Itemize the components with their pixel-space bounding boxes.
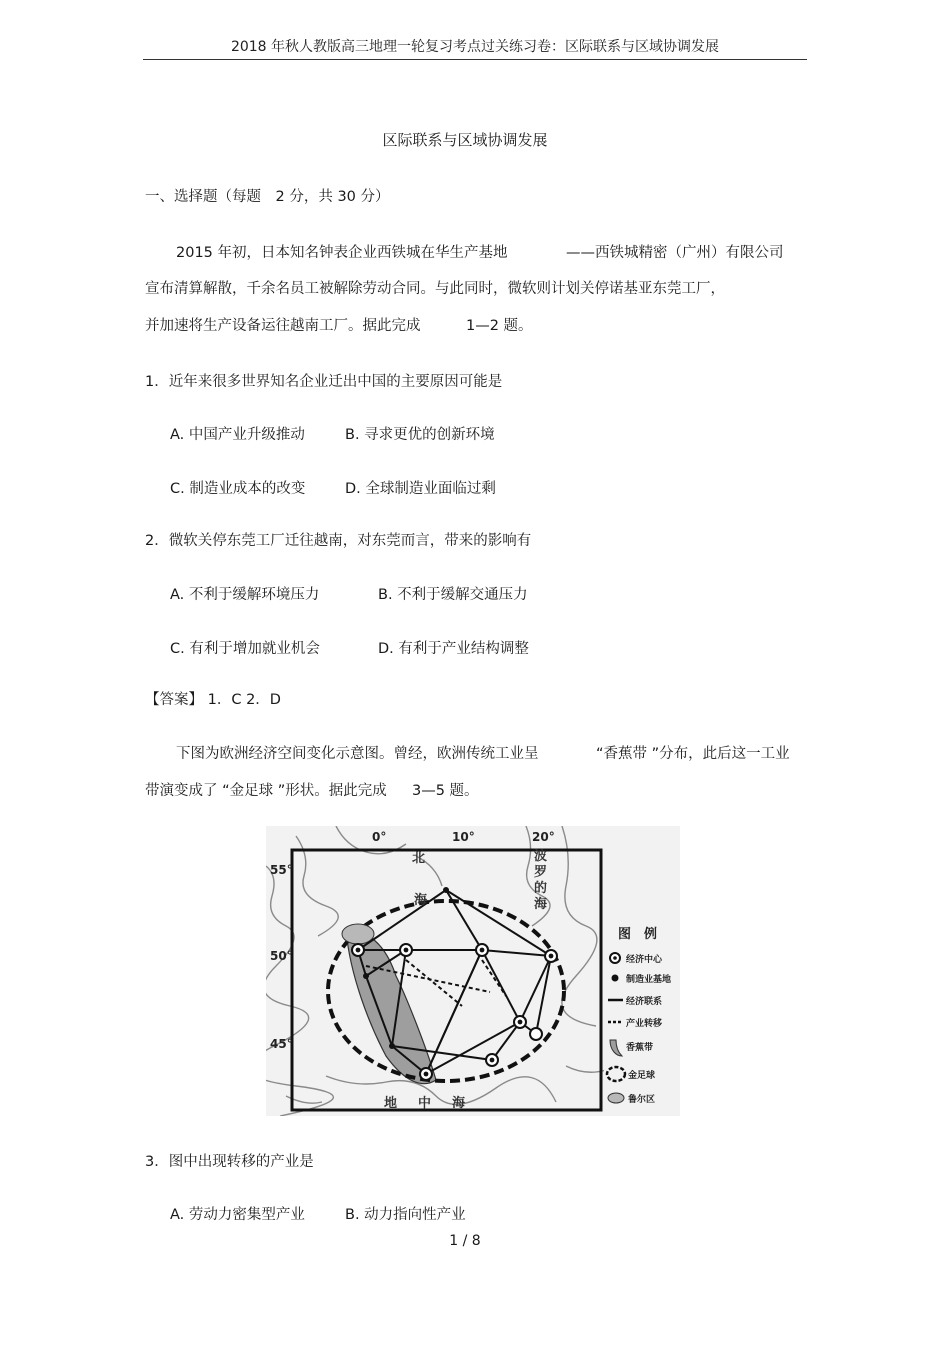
legend-ruhr-icon [608, 1093, 624, 1103]
sea-label-med-2: 中 [418, 1096, 432, 1111]
legend-item-center: 经济中心 [626, 955, 663, 965]
lat-label-55: 55° [270, 863, 293, 877]
legend-base-icon [612, 975, 619, 982]
legend-item-transfer: 产业转移 [626, 1019, 663, 1029]
ruhr-area-shape [342, 924, 374, 944]
question2-option-d: D. 有利于产业结构调整 [378, 641, 529, 657]
lon-label-20: 20° [532, 830, 555, 844]
question3-stem: 3．图中出现转移的产业是 [145, 1154, 314, 1170]
sea-label-north-1: 北 [412, 851, 426, 866]
section-heading: 一、选择题（每题 2 分，共 30 分） [145, 189, 390, 205]
legend-item-ruhr: 鲁尔区 [628, 1095, 656, 1105]
question1-option-d: D. 全球制造业面临过剩 [345, 481, 496, 497]
legend-item-banana: 香蕉带 [626, 1043, 654, 1053]
sea-label-north-2: 海 [414, 893, 428, 908]
lon-label-0: 0° [372, 830, 387, 844]
question1-stem: 1．近年来很多世界知名企业迁出中国的主要原因可能是 [145, 374, 503, 390]
passage1-line2: 宣布清算解散，千余名员工被解除劳动合同。与此同时，微软则计划关停诺基亚东莞工厂， [145, 281, 725, 297]
question1-option-c: C. 制造业成本的改变 [170, 481, 306, 497]
header-rule [143, 59, 807, 60]
question2-option-a: A. 不利于缓解环境压力 [170, 587, 320, 603]
sea-label-baltic-1: 波 [534, 849, 548, 864]
legend-item-base: 制造业基地 [626, 975, 672, 985]
lat-label-50: 50° [270, 949, 293, 963]
passage2-line1a: 下图为欧洲经济空间变化示意图。曾经，欧洲传统工业呈 [176, 746, 539, 762]
passage2-line2b: 3—5 题。 [412, 783, 479, 799]
sea-label-baltic-4: 海 [534, 897, 548, 912]
legend-item-football: 金足球 [628, 1071, 656, 1081]
legend-box [604, 916, 678, 1116]
page-header: 2018 年秋人教版高三地理一轮复习考点过关练习卷：区际联系与区域协调发展 [230, 39, 720, 55]
passage1-line3a: 并加速将生产设备运往越南工厂。据此完成 [145, 318, 421, 334]
question2-option-b: B. 不利于缓解交通压力 [378, 587, 528, 603]
europe-economic-map [266, 826, 680, 1116]
sea-label-baltic-2: 罗 [534, 865, 548, 880]
question2-stem: 2．微软关停东莞工厂迁往越南，对东莞而言，带来的影响有 [145, 533, 532, 549]
question1-option-a: A. 中国产业升级推动 [170, 427, 305, 443]
passage1-line3b: 1—2 题。 [466, 318, 533, 334]
sea-label-med-1: 地 [384, 1096, 398, 1111]
question3-option-a: A. 劳动力密集型产业 [170, 1207, 305, 1223]
legend-title: 图 例 [618, 927, 658, 942]
question3-option-b: B. 动力指向性产业 [345, 1207, 466, 1223]
passage1-line1a: 2015 年初，日本知名钟表企业西铁城在华生产基地 [176, 245, 508, 261]
legend-item-link: 经济联系 [626, 997, 663, 1007]
passage2-line2a: 带演变成了 “金足球 ”形状。据此完成 [145, 783, 387, 799]
answer-line: 【答案】 1．C 2．D [145, 692, 281, 708]
sea-label-med-3: 海 [452, 1096, 466, 1111]
passage2-line1b: “香蕉带 ”分布，此后这一工业 [596, 746, 790, 762]
document-title: 区际联系与区域协调发展 [382, 131, 548, 149]
passage1-line1b: ——西铁城精密（广州）有限公司 [566, 245, 784, 261]
lon-label-10: 10° [452, 830, 475, 844]
sea-label-baltic-3: 的 [534, 881, 548, 896]
question1-option-b: B. 寻求更优的创新环境 [345, 427, 495, 443]
lat-label-45: 45° [270, 1037, 293, 1051]
page-number: 1 / 8 [449, 1233, 481, 1249]
question2-option-c: C. 有利于增加就业机会 [170, 641, 320, 657]
